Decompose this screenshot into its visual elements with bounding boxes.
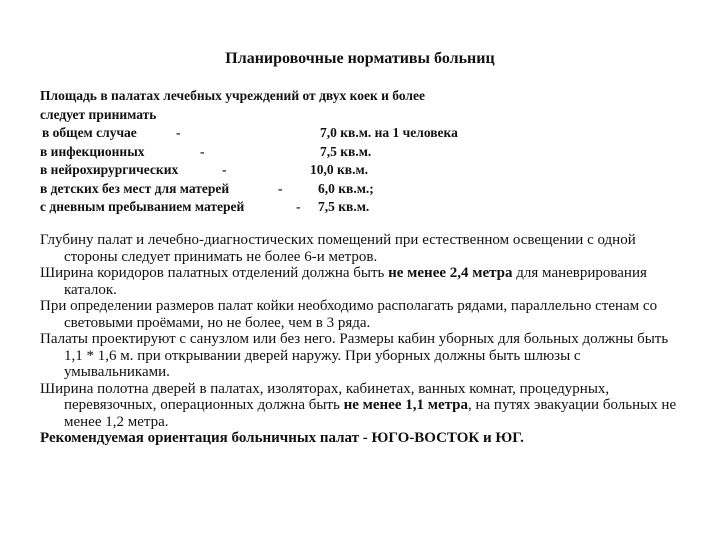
norm-dash: - (176, 125, 181, 140)
emphasis-corridor-width: не менее 2,4 метра (388, 265, 513, 281)
paragraph-bed-placement: При определении размеров палат койки необходимо располагать рядами, параллельно стенам со световыми проёмами, но не более, чем в 3 ряда. (40, 298, 658, 331)
norm-value: 7,5 кв.м. (318, 199, 370, 214)
paragraph-room-depth: Глубину палат и лечебно-диагностических помещений при естественном освещении с одной стороны следует принимать не более 6-и метров. (40, 232, 636, 265)
paragraph-text: для маневрирования каталок. (64, 265, 647, 298)
paragraph-text: Ширина полотна дверей в палатах, изоляторах, кабинетах, ванных комнат, процедурных, перевязочных, операционных должна быть (40, 380, 610, 413)
norm-value: 7,0 кв.м. на 1 человека (320, 125, 458, 140)
norms-intro-text: Площадь в палатах лечебных учреждений от двух коек и более (40, 88, 425, 103)
paragraph-text: Ширина коридоров палатных отделений должна быть (40, 265, 389, 281)
paragraph-orientation: Рекомендуемая ориентация больничных палат - ЮГО-ВОСТОК и ЮГ. (40, 430, 524, 446)
requirements-text (40, 232, 680, 447)
norm-value: 10,0 кв.м. (310, 162, 369, 177)
norms-intro-text: следует принимать (40, 106, 157, 122)
paragraph-text: , на путях эвакуации больных не менее 1,2 метра. (64, 397, 677, 430)
norm-dash: - (278, 180, 283, 196)
norm-dash: - (222, 162, 227, 177)
norm-dash: - (296, 199, 301, 214)
paragraph-door-width (40, 381, 680, 431)
paragraph-corridor-width (40, 265, 680, 298)
norm-label: в инфекционных (40, 143, 145, 159)
norm-label: с дневным пребыванием матерей (40, 199, 245, 214)
paragraph-sanitary: Палаты проектируют с санузлом или без него. Размеры кабин уборных для больных должны быть 1,1 * 1,6 м. при открывании дверей наружу. При уборных должны быть шлюзы с умывальниками. (40, 331, 669, 380)
norm-dash: - (200, 143, 205, 159)
norm-label: в нейрохирургических (40, 162, 179, 177)
emphasis-door-width: не менее 1,1 метра (343, 397, 468, 413)
norm-label: в детских без мест для матерей (40, 180, 230, 196)
norm-value: 6,0 кв.м.; (318, 180, 374, 196)
norm-value: 7,5 кв.м. (320, 143, 372, 159)
page-title: Планировочные нормативы больниц (225, 50, 495, 67)
norm-label: в общем случае (42, 125, 137, 140)
